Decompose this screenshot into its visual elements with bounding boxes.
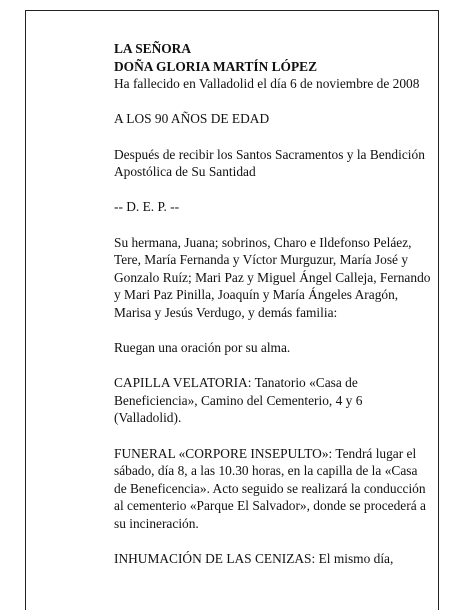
burial-text: El mismo día, — [315, 551, 394, 567]
header-title: LA SEÑORA — [114, 41, 192, 56]
deceased-name: DOÑA GLORIA MARTÍN LÓPEZ — [114, 58, 318, 74]
sacraments-line: Después de recibir los Santos Sacramentos y la Bendición Apostólica de Su Santidad — [114, 146, 425, 180]
age-line: A LOS 90 AÑOS DE EDAD — [114, 111, 270, 127]
family-paragraph: Su hermana, Juana; sobrinos, Charo e Ildefonso Peláez, Tere, María Fernanda y Víctor Murguzur, María José y Gonzalo Ruíz; Mari Paz y Miguel Ángel Calleja, Fernando y Mari Paz Pinilla, Joaquín y María Ángeles Aragón, Marisa y Jesús Verdugo, y demás familia: — [114, 234, 431, 320]
rip-line: -- D. E. P. -- — [114, 199, 180, 215]
funeral-label: FUNERAL «CORPORE INSEPULTO»: — [114, 445, 333, 461]
prayer-line: Ruegan una oración por su alma. — [114, 340, 291, 356]
burial-label: INHUMACIÓN DE LAS CENIZAS: — [114, 551, 316, 567]
header-block — [114, 40, 432, 93]
death-date-line: Ha fallecido en Valladolid el día 6 de noviembre de 2008 — [114, 76, 420, 92]
chapel-paragraph — [114, 374, 432, 427]
funeral-text: Tendrá lugar el sábado, día 8, a las 10.30 horas, en la capilla de la «Casa de Beneficencia». Acto seguido se realizará la conducción al cementerio «Parque El Salvador», donde se procederá a su incineración. — [114, 445, 426, 532]
obituary-notice — [114, 40, 432, 585]
funeral-paragraph — [114, 445, 432, 533]
burial-paragraph — [114, 550, 432, 568]
chapel-label: CAPILLA VELATORIA: — [114, 375, 252, 391]
chapel-text: Tanatorio «Casa de Beneficiencia», Camino del Cementerio, 4 y 6 (Valladolid). — [114, 375, 363, 426]
